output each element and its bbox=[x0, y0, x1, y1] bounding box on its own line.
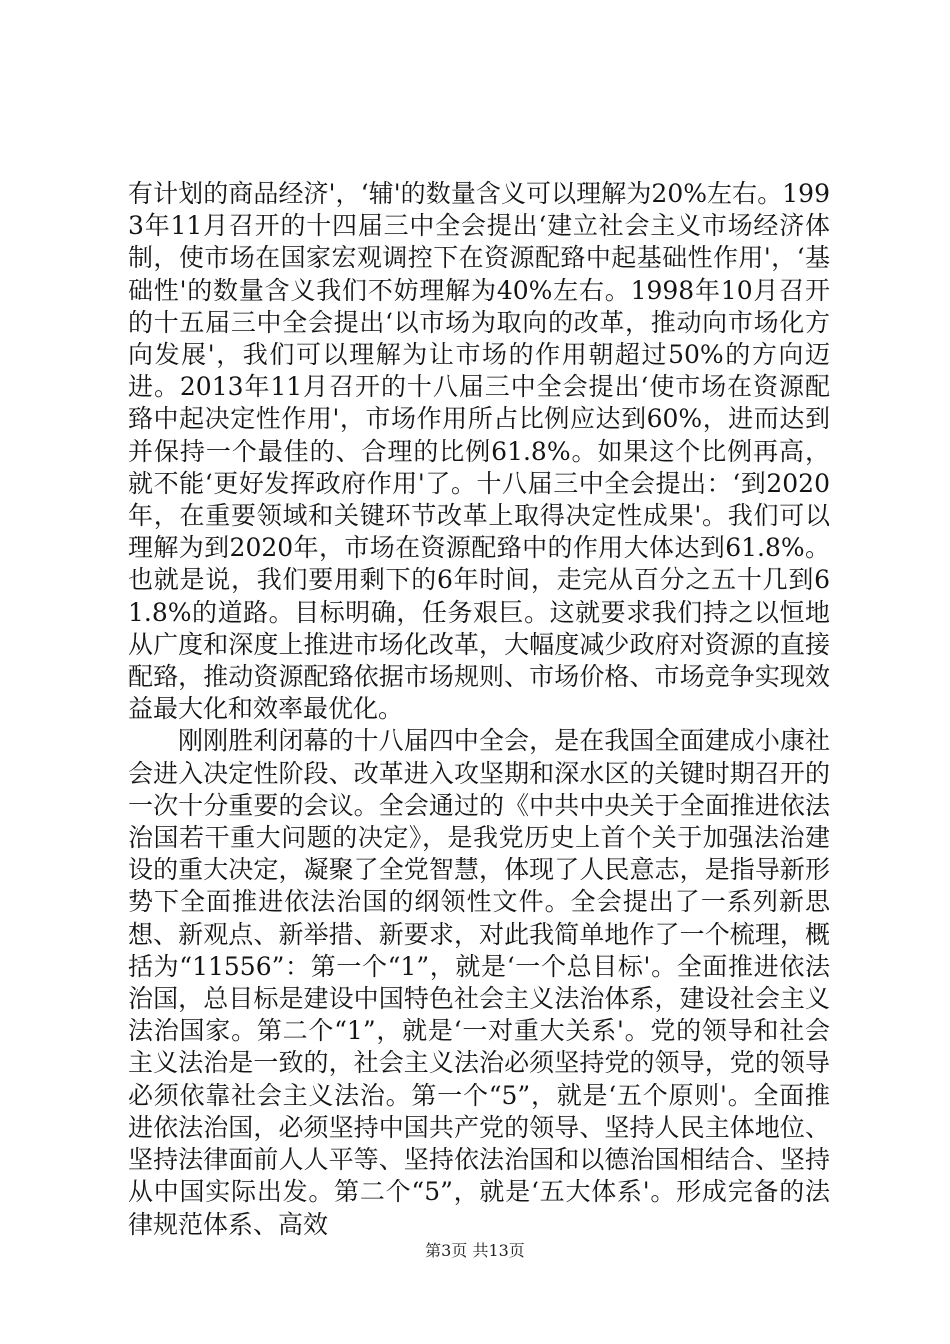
page-number-footer: 第3页 共13页 bbox=[425, 1241, 525, 1260]
document-body bbox=[128, 178, 830, 1241]
paragraph-2: 刚刚胜利闭幕的十八届四中全会，是在我国全面建成小康社会进入决定性阶段、改革进入攻坚期和深水区的关键时期召开的一次十分重要的会议。全会通过的《中共中央关于全面推进依法治国若干重大问题的决定》，是我党历史上首个关于加强法治建设的重大决定，凝聚了全党智慧，体现了人民意志，是指导新形势下全面推进依法治国的纲领性文件。全会提出了一系列新思想、新观点、新举措、新要求，对此我简单地作了一个梳理，概括为“11556”：第一个“1”，就是‘一个总目标'。全面推进依法治国，总目标是建设中国特色社会主义法治体系，建设社会主义法治国家。第二个“1”，就是‘一对重大关系'。党的领导和社会主义法治是一致的，社会主义法治必须坚持党的领导，党的领导必须依靠社会主义法治。第一个“5”，就是‘五个原则'。全面推进依法治国，必须坚持中国共产党的领导、坚持人民主体地位、坚持法律面前人人平等、坚持依法治国和以德治国相结合、坚持从中国实际出发。第二个“5”，就是‘五大体系'。形成完备的法律规范体系、高效 bbox=[128, 726, 830, 1239]
paragraph-1: 有计划的商品经济'，‘辅'的数量含义可以理解为20%左右。1993年11月召开的十四届三中全会提出‘建立社会主义市场经济体制，使市场在国家宏观调控下在资源配臵中起基础性作用'，‘基础性'的数量含义我们不妨理解为40%左右。1998年10月召开的十五届三中全会提出‘以市场为取向的改革，推动向市场化方向发展'，我们可以理解为让市场的作用朝超过50%的方向迈进。2013年11月召开的十八届三中全会提出‘使市场在资源配臵中起决定性作用'，市场作用所占比例应达到60%，进而达到并保持一个最佳的、合理的比例61.8%。如果这个比例再高，就不能‘更好发挥政府作用'了。十八届三中全会提出：‘到2020年，在重要领域和关键环节改革上取得决定性成果'。我们可以理解为到2020年，市场在资源配臵中的作用大体达到61.8%。也就是说，我们要用剩下的6年时间，走完从百分之五十几到61.8%的道路。目标明确，任务艰巨。这就要求我们持之以恒地从广度和深度上推进市场化改革，大幅度减少政府对资源的直接配臵，推动资源配臵依据市场规则、市场价格、市场竞争实现效益最大化和效率最优化。 bbox=[128, 179, 830, 724]
